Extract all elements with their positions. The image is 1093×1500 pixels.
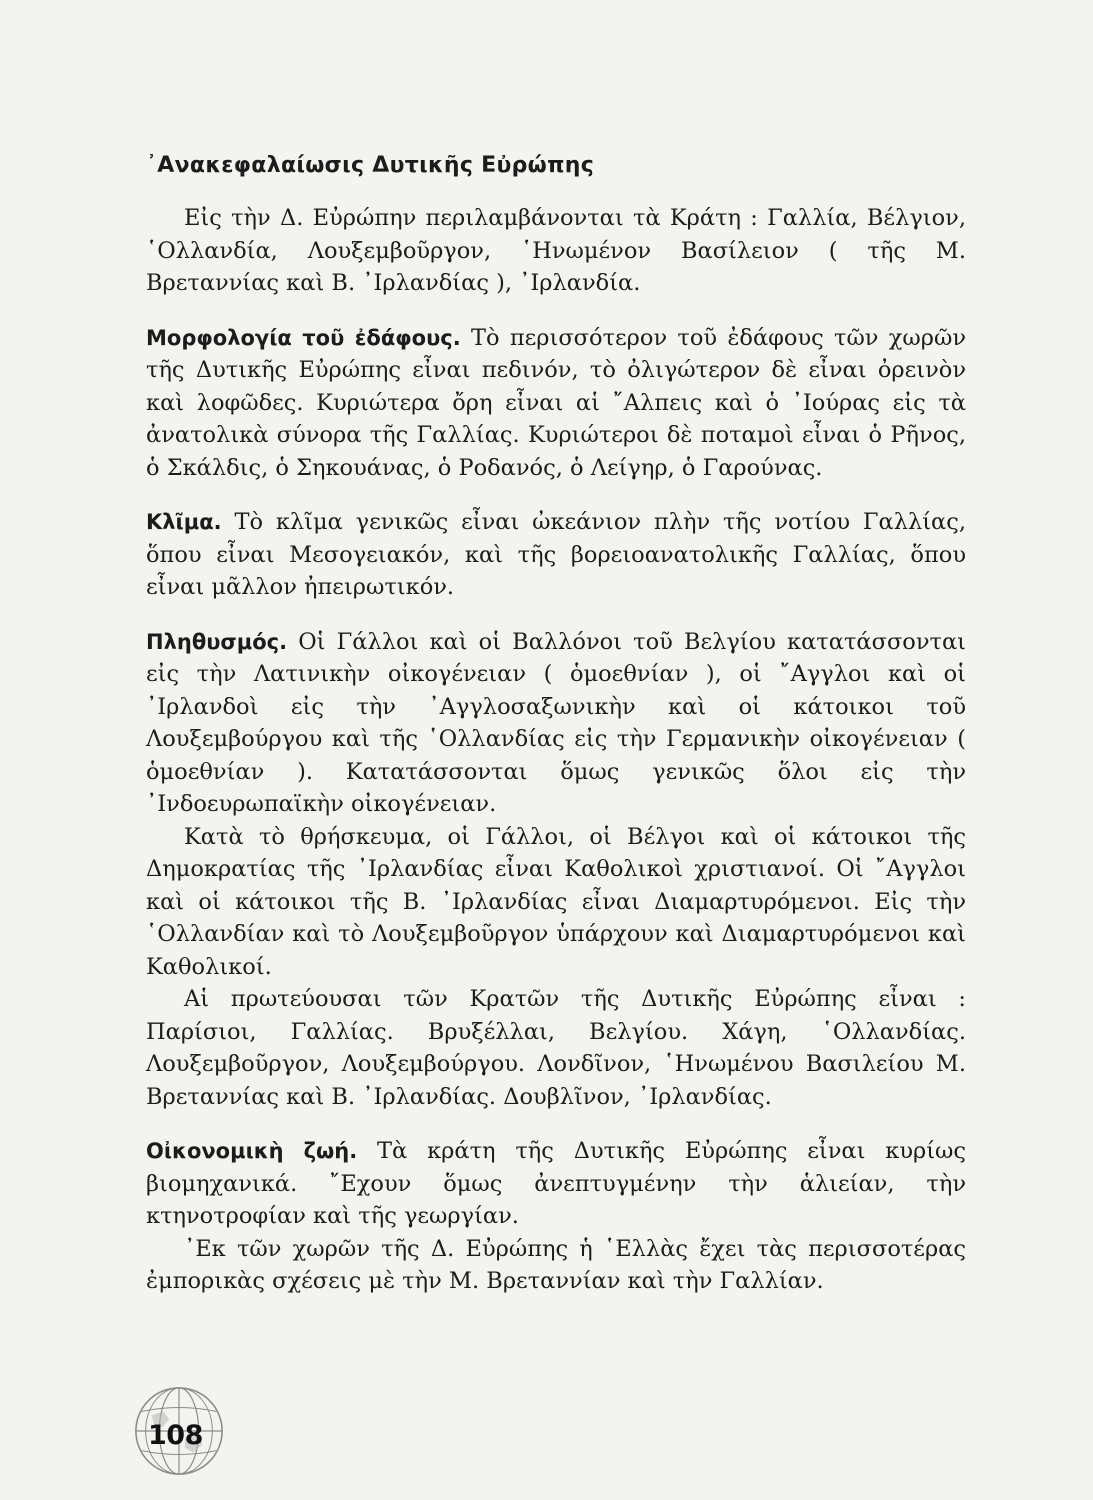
morphology-paragraph	[146, 322, 966, 485]
trade-paragraph: ᾿Εκ τῶν χωρῶν τῆς Δ. Εὐρώπης ἡ ῾Ελλὰς ἔχει τὰς περισσοτέρας ἐμπορικὰς σχέσεις μὲ τὴν Μ. Βρεταννίαν καὶ τὴν Γαλλίαν.	[146, 1235, 966, 1294]
economy-heading: Οἰκονομικὴ ζωή.	[146, 1139, 358, 1163]
climate-paragraph	[146, 506, 966, 604]
population-paragraph	[146, 626, 966, 821]
page-content	[146, 146, 966, 1298]
economy-paragraph	[146, 1135, 966, 1233]
intro-paragraph: Εἰς τὴν Δ. Εὐρώπην περιλαμβάνονται τὰ Κράτη : Γαλλία, Βέλγιον, ῾Ολλανδία, Λουξεμβοῦργον, ῾Ηνωμένον Βασίλειον ( τῆς Μ. Βρεταννίας καὶ Β. ᾿Ιρλανδίας ), ᾿Ιρλανδία.	[146, 205, 966, 296]
page-title: ᾿Ανακεφαλαίωσις Δυτικῆς Εὐρώπης	[146, 153, 595, 178]
population-heading: Πληθυσμός.	[146, 629, 288, 654]
climate-heading: Κλῖμα.	[146, 510, 222, 534]
page-number: 108	[148, 1420, 203, 1451]
religion-paragraph: Κατὰ τὸ θρήσκευμα, οἱ Γάλλοι, οἱ Βέλγοι καὶ οἱ κάτοικοι τῆς Δημοκρατίας τῆς ᾿Ιρλανδίας εἶναι Καθολικοὶ χριστιανοί. Οἱ ῎Αγγλοι καὶ οἱ κάτοικοι τῆς Β. ᾿Ιρλανδίας εἶναι Διαμαρτυρόμενοι. Εἰς τὴν ῾Ολλανδίαν καὶ τὸ Λουξεμβοῦργον ὑπάρχουν καὶ Διαμαρτυρόμενοι καὶ Καθολικοί.	[146, 823, 966, 980]
climate-text: Τὸ κλῖμα γενικῶς εἶναι ὠκεάνιον πλὴν τῆς νοτίου Γαλλίας, ὅπου εἶναι Μεσογειακόν, καὶ τῆς βορειοανατολικῆς Γαλλίας, ὅπου εἶναι μᾶλλον ἠπειρωτικόν.	[146, 509, 966, 600]
morphology-text: Τὸ περισσότερον τοῦ ἐδάφους τῶν χωρῶν τῆς Δυτικῆς Εὐρώπης εἶναι πεδινόν, τὸ ὀλιγώτερον δὲ εἶναι ὀρεινὸν καὶ λοφῶδες. Κυριώτερα ὄρη εἶναι αἱ ῎Αλπεις καὶ ὁ ᾿Ιούρας εἰς τὰ ἀνατολικὰ σύνορα τῆς Γαλλίας. Κυριώτεροι δὲ ποταμοὶ εἶναι ὁ Ρῆνος, ὁ Σκάλδις, ὁ Σηκουάνας, ὁ Ροδανός, ὁ Λείγηρ, ὁ Γαρούνας.	[146, 324, 966, 481]
economy-text: Τὰ κράτη τῆς Δυτικῆς Εὐρώπης εἶναι κυρίως βιομηχανικά. ῎Εχουν ὅμως ἀνεπτυγμένην τὴν ἁλιείαν, τὴν κτηνοτροφίαν καὶ τῆς γεωργίαν.	[146, 1138, 967, 1229]
capitals-paragraph: Αἱ πρωτεύουσαι τῶν Κρατῶν τῆς Δυτικῆς Εὐρώπης εἶναι : Παρίσιοι, Γαλλίας. Βρυξέλλαι, Βελγίου. Χάγη, ῾Ολλανδίας. Λουξεμβοῦργον, Λουξεμβούργου. Λονδῖνον, ῾Ηνωμένου Βασιλείου Μ. Βρεταννίας καὶ Β. ᾿Ιρλανδίας. Δουβλῖνον, ᾿Ιρλανδίας.	[146, 986, 966, 1110]
morphology-heading: Μορφολογία τοῦ ἐδάφους.	[146, 325, 461, 350]
population-text: Οἱ Γάλλοι καὶ οἱ Βαλλόνοι τοῦ Βελγίου κατατάσσονται εἰς τὴν Λατινικὴν οἰκογένειαν ( ὁμοεθνίαν ), οἱ ῎Αγγλοι καὶ οἱ ᾿Ιρλανδοὶ εἰς τὴν ᾿Αγγλοσαξωνικὴν καὶ οἱ κάτοικοι τοῦ Λουξεμβούργου καὶ τῆς ῾Ολλανδίας εἰς τὴν Γερμανικὴν οἰκογένειαν ( ὁμοεθνίαν ). Κατατάσσονται ὅμως γενικῶς ὅλοι εἰς τὴν ᾿Ινδοευρωπαϊκὴν οἰκογένειαν.	[146, 628, 966, 817]
